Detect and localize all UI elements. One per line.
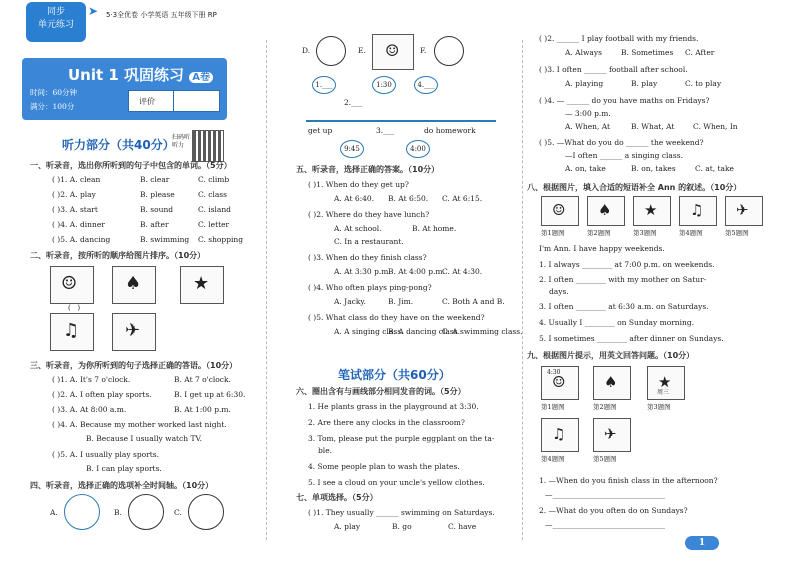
s9-picture-5: ✈ xyxy=(593,418,631,452)
s8-line-4: days. xyxy=(549,287,569,296)
s9-picture-label-5: 第5题图 xyxy=(593,455,617,463)
s7-q4-b: B. What, At xyxy=(631,122,675,131)
s9-a2: —______________________________ xyxy=(545,520,665,529)
qr-code xyxy=(192,130,224,162)
tl-slot-1: 1.___ xyxy=(312,76,336,94)
s5-q2-b: B. At home. xyxy=(412,224,457,233)
s4-clock-c xyxy=(188,494,224,530)
s1-q5-b: B. swimming xyxy=(140,235,190,244)
a-tag: A卷 xyxy=(189,72,213,83)
score-label: 满分：100分 xyxy=(30,102,75,111)
s7-q5-a: A. on, take xyxy=(565,164,606,173)
s4-option-d: D. xyxy=(302,46,311,55)
eval-box xyxy=(128,90,220,112)
s1-q1-a: ( )1. A. clean xyxy=(52,175,101,184)
s9-picture-1: ☺ xyxy=(541,366,579,400)
s2-picture-3: ★ xyxy=(180,266,224,304)
s1-q4-a: ( )4. A. dinner xyxy=(52,220,105,229)
s8-picture-label-5: 第5题图 xyxy=(725,229,749,237)
s1-q5-a: ( )5. A. dancing xyxy=(52,235,111,244)
s6-line-5: 5. I see a cloud on your uncle's yellow clothes. xyxy=(308,478,485,487)
s7-q2-b: B. Sometimes xyxy=(621,48,674,57)
s5-q1-b: B. At 6:50. xyxy=(388,194,429,203)
s9-picture-label-4: 第4题图 xyxy=(541,455,565,463)
rocket-icon: ➤ xyxy=(88,4,99,18)
s1-q2-c: C. class xyxy=(198,190,228,199)
s9-a1: —______________________________ xyxy=(545,490,665,499)
s6-heading: 六、圈出含有与画线部分相同发音的词。（5分） xyxy=(296,387,466,396)
s7-q4-a: A. When, At xyxy=(565,122,611,131)
tl-slot-4: 4.___ xyxy=(414,76,438,94)
s3-q2b: B. I get up at 6:30. xyxy=(174,390,246,399)
writing-title: 笔试部分（共60分） xyxy=(338,368,451,382)
s3-q3a: ( )3. A. At 8:00 a.m. xyxy=(52,405,127,414)
s8-picture-label-1: 第1题图 xyxy=(541,229,565,237)
s3-q4b: B. Because I usually watch TV. xyxy=(86,434,202,443)
s5-q1-c: C. At 6:15. xyxy=(442,194,483,203)
s2-heading: 二、听录音，按所听的顺序给图片排序。（10分） xyxy=(30,251,206,260)
s9-picture-3: ★ xyxy=(647,366,685,400)
s7-q4: ( )4. — ______ do you have maths on Fridays? xyxy=(539,96,710,105)
s7-q2-a: A. Always xyxy=(565,48,602,57)
s1-heading: 一、听录音，选出你所听到的句子中包含的单词。（5分） xyxy=(30,161,232,170)
s3-heading: 三、听录音，为你所听到的句子选择正确的答语。（10分） xyxy=(30,361,238,370)
s2-picture-1: ☺ xyxy=(50,266,94,304)
s7-q1: ( )1. They usually ______ swimming on Saturdays. xyxy=(308,508,495,517)
s5-q3-a: A. At 3:30 p.m. xyxy=(334,267,391,276)
s7-heading: 七、单项选择。（5分） xyxy=(296,493,378,502)
qr-label: 扫码听听力 xyxy=(172,134,191,149)
s9-picture-text-2: 周三 xyxy=(657,389,670,396)
s4-option-b: B. xyxy=(114,508,122,517)
tl-time-2: 9:45 xyxy=(340,140,364,158)
s1-q3-c: C. island xyxy=(198,205,231,214)
s4-picture-e: ☺ xyxy=(372,34,414,70)
tl-slot-3: 3.___ xyxy=(376,126,395,135)
s7-q5-ans: —I often ______ a singing class. xyxy=(565,151,683,160)
unit-badge: 同步 单元练习 xyxy=(26,2,86,42)
s7-q5-c: C. at, take xyxy=(695,164,734,173)
s8-line-6: 4. Usually I ________ on Sunday morning. xyxy=(539,318,695,327)
s1-q2-a: ( )2. A. play xyxy=(52,190,96,199)
s9-picture-4: ♫ xyxy=(541,418,579,452)
s4-option-c: C. xyxy=(174,508,182,517)
s8-picture-5: ✈ xyxy=(725,196,763,226)
tl-get-up: get up xyxy=(308,126,333,135)
s4-option-e: E. xyxy=(358,46,366,55)
s9-heading: 九、根据图片提示，用英文回答问题。（10分） xyxy=(527,351,695,360)
s9-picture-label-3: 第3题图 xyxy=(647,403,671,411)
s7-q2-c: C. After xyxy=(685,48,715,57)
s7-q4-c: C. When, In xyxy=(693,122,738,131)
s7-q4-ans: — 3:00 p.m. xyxy=(565,109,611,118)
s4-heading: 四、听录音，选择正确的选项补全时间轴。（10分） xyxy=(30,481,214,490)
column-right xyxy=(527,0,785,565)
s7-q3: ( )3. I often ______ football after school. xyxy=(539,65,688,74)
s3-q5b: B. I can play sports. xyxy=(86,464,162,473)
s1-q3-b: B. sound xyxy=(140,205,174,214)
column-divider-1 xyxy=(266,40,267,540)
s3-q2a: ( )2. A. I often play sports. xyxy=(52,390,152,399)
s9-q2: 2. —What do you often do on Sundays? xyxy=(539,506,688,515)
s8-picture-2: ♠ xyxy=(587,196,625,226)
listening-title: 听力部分（共40分） xyxy=(62,138,175,152)
s1-q2-b: B. please xyxy=(140,190,175,199)
s7-q1-c: C. have xyxy=(448,522,477,531)
s9-picture-label-2: 第2题图 xyxy=(593,403,617,411)
s2-picture-4: ♫ xyxy=(50,313,94,351)
s5-q4: ( )4. Who often plays ping-pong? xyxy=(308,283,432,292)
s1-q1-b: B. clear xyxy=(140,175,170,184)
s1-q3-a: ( )3. A. start xyxy=(52,205,98,214)
s5-q3: ( )3. When do they finish class? xyxy=(308,253,427,262)
s9-picture-label-1: 第1题图 xyxy=(541,403,565,411)
s8-line-3: 2. I often ________ with my mother on Satur- xyxy=(539,275,707,284)
s4-clock-f xyxy=(434,36,464,66)
s2-answer-bracket: ( ) xyxy=(68,304,81,312)
tl-time-3: 4:00 xyxy=(406,140,430,158)
s6-line-3: 3. Tom, please put the purple eggplant on the ta- xyxy=(308,434,495,443)
s1-q1-c: C. climb xyxy=(198,175,230,184)
series-label: 5·3全优卷 小学英语 五年级下册 RP xyxy=(106,11,217,19)
s5-q1: ( )1. When do they get up? xyxy=(308,180,409,189)
s4-clock-d xyxy=(316,36,346,66)
s5-q4-a: A. Jacky. xyxy=(334,297,367,306)
s1-q4-c: C. letter xyxy=(198,220,230,229)
s7-q3-c: C. to play xyxy=(685,79,722,88)
s6-line-4: 4. Some people plan to wash the plates. xyxy=(308,462,460,471)
s6-line-1: 1. He plants grass in the playground at 3:30. xyxy=(308,402,479,411)
s7-q1-b: B. go xyxy=(392,522,412,531)
s5-q1-a: A. At 6:40. xyxy=(334,194,375,203)
page-number: 1 xyxy=(685,536,719,550)
s5-q4-b: B. Jim. xyxy=(388,297,414,306)
s5-q4-c: C. Both A and B. xyxy=(442,297,505,306)
s7-q3-a: A. playing xyxy=(565,79,604,88)
s1-q5-c: C. shopping xyxy=(198,235,244,244)
s5-q5: ( )5. What class do they have on the weekend? xyxy=(308,313,485,322)
s8-line-7: 5. I sometimes ________ after dinner on Sundays. xyxy=(539,334,724,343)
s3-q3b: B. At 1:00 p.m. xyxy=(174,405,231,414)
s1-q4-b: B. after xyxy=(140,220,169,229)
s4-clock-a xyxy=(64,494,100,530)
s5-q5-c: C. A swimming class. xyxy=(442,327,523,336)
time-label: 时间：60分钟 xyxy=(30,88,78,97)
s2-picture-5: ✈ xyxy=(112,313,156,351)
eval-label: 评价 xyxy=(139,97,155,106)
s3-q4a: ( )4. A. Because my mother worked last night. xyxy=(52,420,227,429)
unit-banner xyxy=(22,58,227,120)
tl-do-homework: do homework xyxy=(424,126,476,135)
s4-clock-b xyxy=(128,494,164,530)
timeline xyxy=(306,76,506,156)
s7-q5: ( )5. —What do you do ______ the weekend? xyxy=(539,138,704,147)
s8-picture-1: ☺ xyxy=(541,196,579,226)
s8-picture-4: ♫ xyxy=(679,196,717,226)
s6-line-3b: ble. xyxy=(318,446,333,455)
s5-q2: ( )2. Where do they have lunch? xyxy=(308,210,430,219)
unit-title: Unit 1 巩固练习 A卷 xyxy=(68,64,213,85)
s5-q2-a: A. At school. xyxy=(334,224,382,233)
column-middle xyxy=(296,0,523,565)
timeline-axis xyxy=(306,120,496,122)
s5-q5-b: B. A dancing class. xyxy=(388,327,460,336)
s3-q5a: ( )5. A. I usually play sports. xyxy=(52,450,159,459)
s9-picture-text-1: 4:30 xyxy=(547,369,561,376)
s8-picture-label-4: 第4题图 xyxy=(679,229,703,237)
s5-q3-b: B. At 4:00 p.m. xyxy=(388,267,445,276)
s8-line-5: 3. I often ________ at 6:30 a.m. on Saturdays. xyxy=(539,302,709,311)
s8-picture-label-3: 第3题图 xyxy=(633,229,657,237)
tl-slot-2: 2.___ xyxy=(344,98,363,107)
tl-time-1: 1:30 xyxy=(372,76,396,94)
s3-q1a: ( )1. A. It's 7 o'clock. xyxy=(52,375,131,384)
column-divider-2 xyxy=(522,40,523,540)
s6-line-2: 2. Are there any clocks in the classroom? xyxy=(308,418,465,427)
s9-picture-2: ♠ xyxy=(593,366,631,400)
s8-picture-label-2: 第2题图 xyxy=(587,229,611,237)
s2-picture-2: ♠ xyxy=(112,266,156,304)
s9-q1: 1. —When do you finish class in the afternoon? xyxy=(539,476,718,485)
s5-heading: 五、听录音，选择正确的答案。（10分） xyxy=(296,165,440,174)
s4-option-f: F. xyxy=(420,46,427,55)
s7-q2: ( )2. ______ I play football with my friends. xyxy=(539,34,699,43)
s7-q5-b: B. on, takes xyxy=(631,164,676,173)
s8-heading: 八、根据图片，填入合适的短语补全 Ann 的叙述。（10分） xyxy=(527,183,742,192)
s8-line-1: I'm Ann. I have happy weekends. xyxy=(539,244,665,253)
column-left xyxy=(22,0,244,565)
s5-q3-c: C. At 4:30. xyxy=(442,267,483,276)
s7-q1-a: A. play xyxy=(334,522,361,531)
s7-q3-b: B. play xyxy=(631,79,658,88)
s4-option-a: A. xyxy=(50,508,58,517)
s8-line-2: 1. I always ________ at 7:00 p.m. on weekends. xyxy=(539,260,715,269)
s3-q1b: B. At 7 o'clock. xyxy=(174,375,231,384)
s8-picture-3: ★ xyxy=(633,196,671,226)
s5-q5-a: A. A singing class. xyxy=(334,327,404,336)
s5-q2-c: C. In a restaurant. xyxy=(334,237,404,246)
